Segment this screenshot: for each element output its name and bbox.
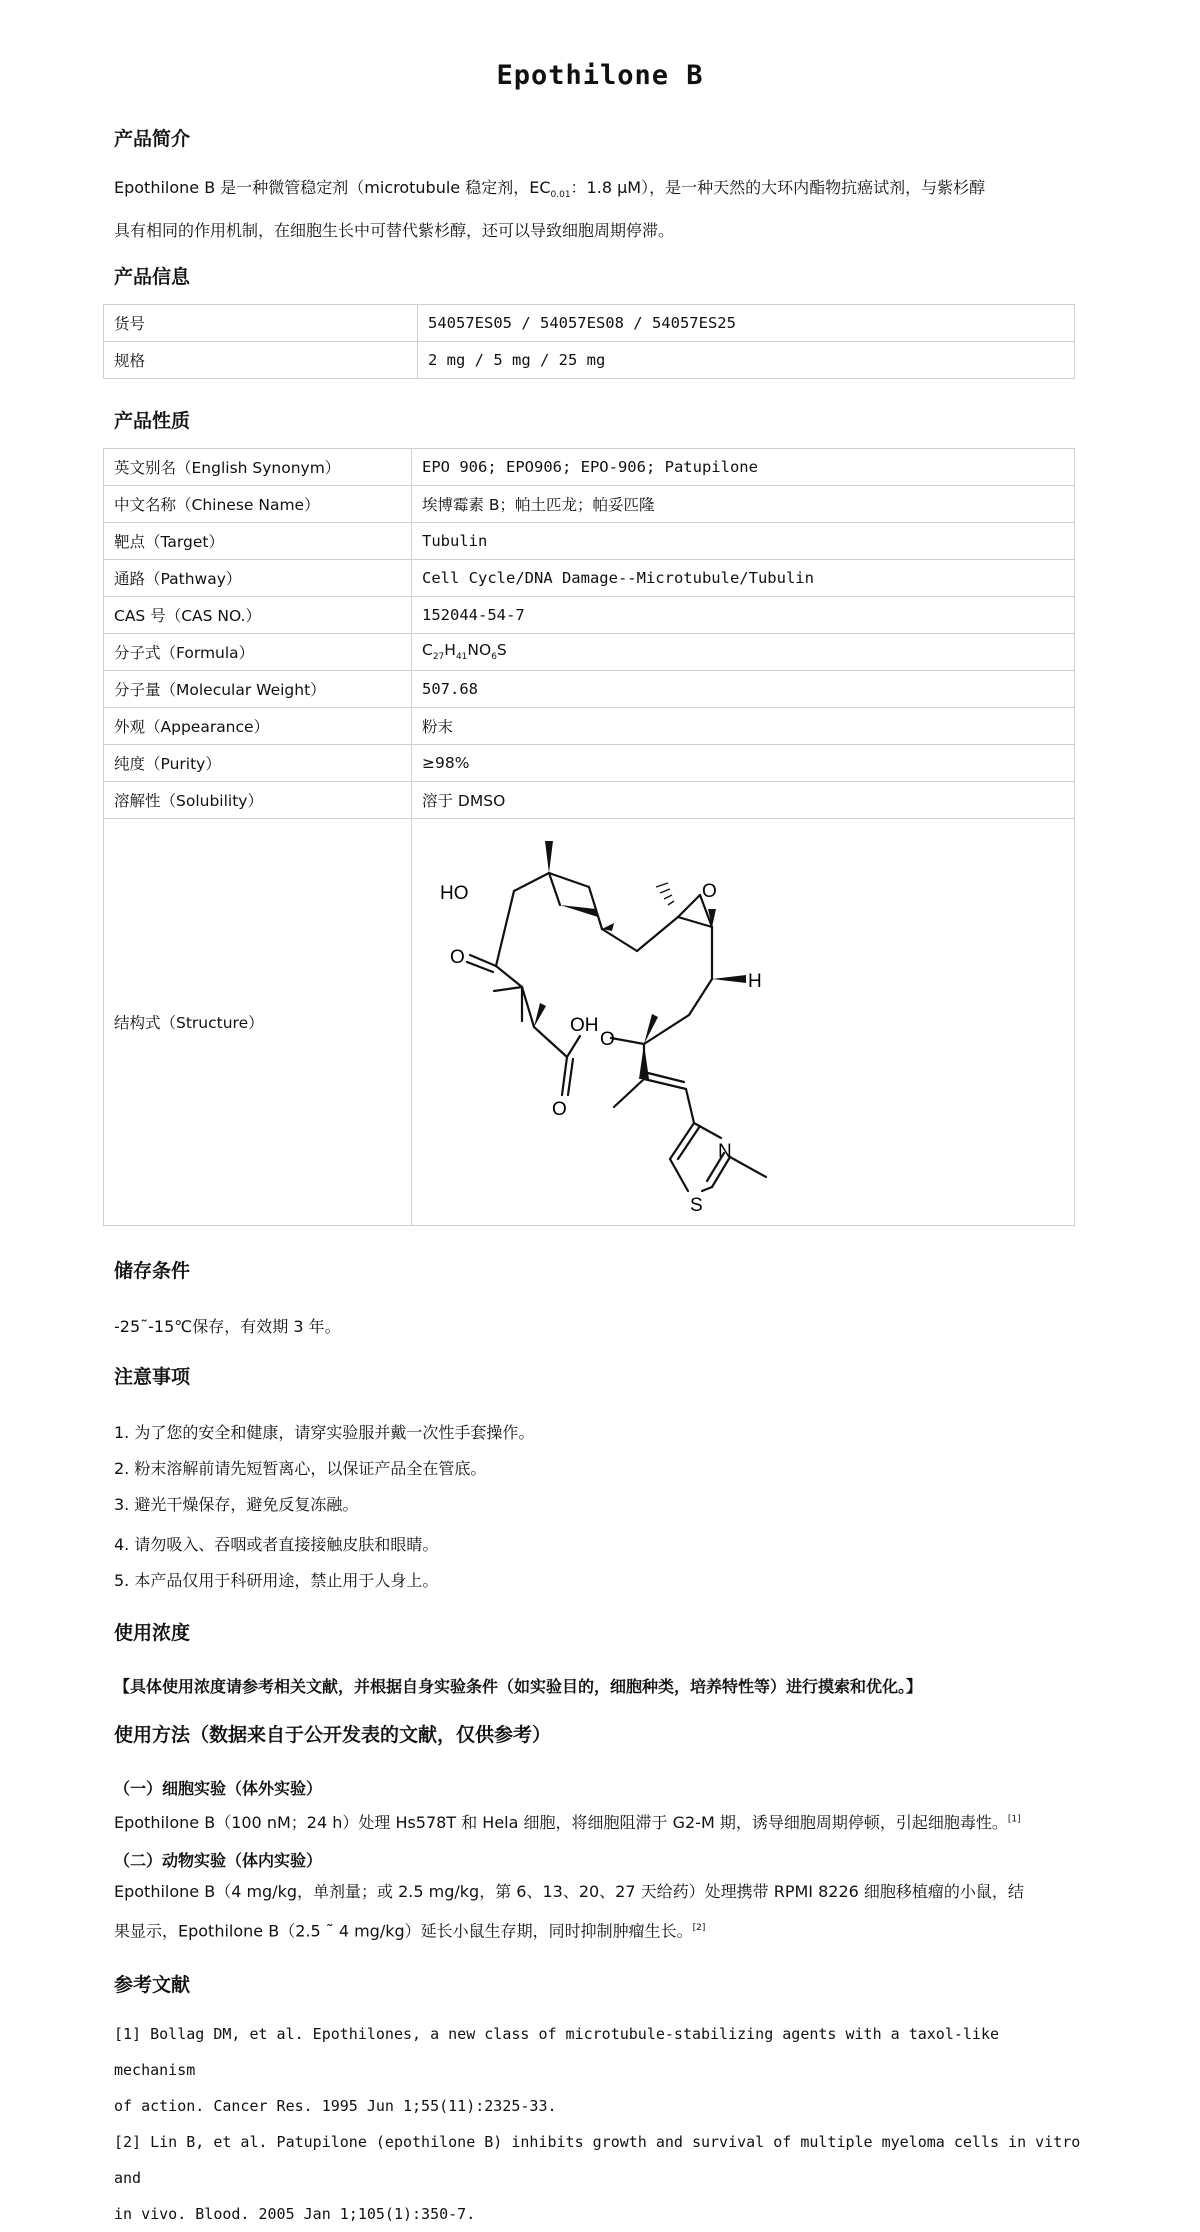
prop-value: Cell Cycle/DNA Damage--Microtubule/Tubulin	[412, 560, 1075, 597]
notes-heading: 注意事项	[114, 1366, 191, 1388]
info-value: 54057ES05 / 54057ES08 / 54057ES25	[418, 305, 1075, 342]
wedge-bond	[534, 1003, 546, 1027]
bond	[602, 929, 637, 951]
intro-paragraph	[114, 170, 1084, 249]
prop-value: 粉末	[412, 708, 1075, 745]
atom-label: N	[718, 1141, 732, 1162]
bond	[568, 1059, 573, 1095]
bond	[549, 873, 560, 905]
info-label: 货号	[104, 305, 418, 342]
invivo-text-b: 果显示，Epothilone B（2.5 ˜ 4 mg/kg）延长小鼠生存期，同时抑制肿瘤生长。	[114, 1921, 693, 1941]
prop-label: CAS 号（CAS NO.）	[104, 597, 412, 634]
formula-c-count: 27	[432, 652, 445, 663]
prop-label: 中文名称（Chinese Name）	[104, 486, 412, 523]
atom-label: HO	[440, 883, 469, 904]
invivo-heading: （二）动物实验（体内实验）	[114, 1851, 323, 1870]
prop-label: 通路（Pathway）	[104, 560, 412, 597]
table-row	[104, 708, 1075, 745]
bond	[670, 1159, 688, 1191]
bond	[549, 873, 589, 887]
invitro-paragraph	[114, 1810, 1021, 1833]
list-item: 1. 为了您的安全和健康，请穿实验服并戴一次性手套操作。	[114, 1423, 535, 1442]
table-row	[104, 597, 1075, 634]
formula-c: C	[422, 641, 433, 660]
prop-label: 外观（Appearance）	[104, 708, 412, 745]
formula-o-count: 6	[491, 652, 497, 663]
hash-bond	[668, 901, 674, 905]
bond	[522, 987, 534, 1027]
prop-value: Tubulin	[412, 523, 1075, 560]
atom-label: H	[748, 971, 762, 992]
method-heading: 使用方法（数据来自于公开发表的文献，仅供参考）	[114, 1724, 552, 1746]
atom-label: S	[690, 1195, 703, 1216]
atom-label: O	[552, 1099, 567, 1120]
prop-label: 分子式（Formula）	[104, 634, 412, 671]
invivo-text-a: Epothilone B（4 mg/kg，单剂量；或 2.5 mg/kg，第 6、13、20、27 天给药）处理携带 RPMI 8226 细胞移植瘤的小鼠，结	[114, 1882, 1024, 1901]
reference-line: [2] Lin B, et al. Patupilone (epothilone B) inhibits growth and survival of multiple myeloma cells in vitro and	[114, 2133, 1081, 2187]
prop-value: 152044-54-7	[412, 597, 1075, 634]
structure-diagram	[412, 819, 1074, 1225]
prop-value: 507.68	[412, 671, 1075, 708]
refs-heading: 参考文献	[114, 1974, 191, 1996]
wedge-bond	[560, 905, 598, 917]
prop-label: 纯度（Purity）	[104, 745, 412, 782]
table-row	[104, 523, 1075, 560]
formula-h: H	[444, 641, 456, 660]
bond	[678, 895, 700, 917]
intro-text-a: Epothilone B 是一种微管稳定剂（microtubule 稳定剂，EC	[114, 178, 551, 197]
citation: [1]	[1007, 1814, 1021, 1825]
info-label: 规格	[104, 342, 418, 379]
invivo-paragraph	[114, 1874, 1084, 1949]
prop-value: 溶于 DMSO	[412, 782, 1075, 819]
atom-label: OH	[570, 1015, 599, 1036]
list-item: 5. 本产品仅用于科研用途，禁止用于人身上。	[114, 1571, 439, 1590]
reference-item	[114, 2016, 1089, 2232]
bond	[567, 1036, 580, 1057]
table-row	[104, 671, 1075, 708]
conc-text: 【具体使用浓度请参考相关文献，并根据自身实验条件（如实验目的，细胞种类，培养特性等）进行摸索和优化。】	[114, 1677, 923, 1696]
storage-text: -25˜-15℃保存，有效期 3 年。	[114, 1317, 341, 1336]
list-item: 4. 请勿吸入、吞咽或者直接接触皮肤和眼睛。	[114, 1535, 439, 1554]
info-value: 2 mg / 5 mg / 25 mg	[418, 342, 1075, 379]
reference-line: in vivo. Blood. 2005 Jan 1;105(1):350-7.	[114, 2205, 476, 2223]
bond	[514, 873, 549, 891]
wedge-bond	[639, 1044, 649, 1079]
invitro-heading: （一）细胞实验（体外实验）	[114, 1779, 323, 1798]
atom-label: O	[702, 881, 717, 902]
reference-line: [1] Bollag DM, et al. Epothilones, a new class of microtubule-stabilizing agents with a taxol-like mechanism	[114, 2025, 1000, 2079]
intro-subscript: 0.01	[550, 190, 571, 201]
bond	[702, 1187, 712, 1191]
bond	[494, 987, 522, 991]
atom-label: O	[450, 947, 465, 968]
bond	[611, 1038, 644, 1044]
props-heading: 产品性质	[114, 410, 191, 432]
bond	[589, 887, 602, 929]
bond	[730, 1157, 766, 1177]
info-table	[103, 304, 1075, 379]
bond	[686, 1089, 694, 1123]
formula-value	[412, 634, 1075, 671]
intro-heading: 产品简介	[114, 128, 191, 150]
props-table	[103, 448, 1075, 1226]
formula-h-count: 41	[455, 652, 468, 663]
storage-heading: 储存条件	[114, 1260, 191, 1282]
bond	[678, 917, 712, 927]
bond	[496, 891, 514, 966]
bond	[534, 1027, 567, 1057]
hash-bond	[664, 895, 672, 899]
table-row	[104, 745, 1075, 782]
table-row	[104, 560, 1075, 597]
bond	[496, 966, 522, 987]
prop-value: EPO 906; EPO906; EPO-906; Patupilone	[412, 449, 1075, 486]
list-item: 3. 避光干燥保存，避免反复冻融。	[114, 1495, 359, 1514]
table-row	[104, 819, 1075, 1226]
list-item: 2. 粉末溶解前请先短暂离心，以保证产品全在管底。	[114, 1459, 487, 1478]
atom-label: O	[600, 1029, 615, 1050]
hash-bond	[660, 889, 670, 893]
structure-cell	[412, 819, 1075, 1226]
reference-line: of action. Cancer Res. 1995 Jun 1;55(11):2325-33.	[114, 2097, 557, 2115]
page-title: Epothilone B	[496, 60, 704, 91]
wedge-bond	[712, 975, 746, 983]
prop-label: 溶解性（Solubility）	[104, 782, 412, 819]
intro-text-c: 具有相同的作用机制，在细胞生长中可替代紫杉醇，还可以导致细胞周期停滞。	[114, 221, 675, 241]
prop-value: ≥98%	[412, 745, 1075, 782]
bond	[562, 1057, 567, 1095]
wedge-bond	[545, 841, 553, 873]
table-row	[104, 486, 1075, 523]
citation: [2]	[692, 1923, 706, 1933]
conc-heading: 使用浓度	[114, 1622, 191, 1644]
table-row	[104, 342, 1075, 379]
formula-s: S	[496, 641, 507, 660]
bond	[689, 979, 712, 1015]
bond	[637, 917, 678, 951]
formula-no: NO	[467, 641, 492, 660]
table-row	[104, 782, 1075, 819]
prop-label: 靶点（Target）	[104, 523, 412, 560]
table-row	[104, 305, 1075, 342]
hash-bond	[656, 883, 668, 887]
prop-label: 英文别名（English Synonym）	[104, 449, 412, 486]
table-row	[104, 634, 1075, 671]
prop-label: 分子量（Molecular Weight）	[104, 671, 412, 708]
intro-text-b: ：1.8 μM），是一种天然的大环内酯物抗癌试剂，与紫杉醇	[570, 178, 986, 197]
prop-value: 埃博霉素 B；帕土匹龙；帕妥匹隆	[412, 486, 1075, 523]
structure-label: 结构式（Structure）	[104, 819, 412, 1226]
table-row	[104, 449, 1075, 486]
info-heading: 产品信息	[114, 266, 191, 288]
bond	[614, 1079, 644, 1107]
invitro-text: Epothilone B（100 nM；24 h）处理 Hs578T 和 Hela 细胞，将细胞阻滞于 G2-M 期，诱导细胞周期停顿，引起细胞毒性。	[114, 1813, 1008, 1832]
